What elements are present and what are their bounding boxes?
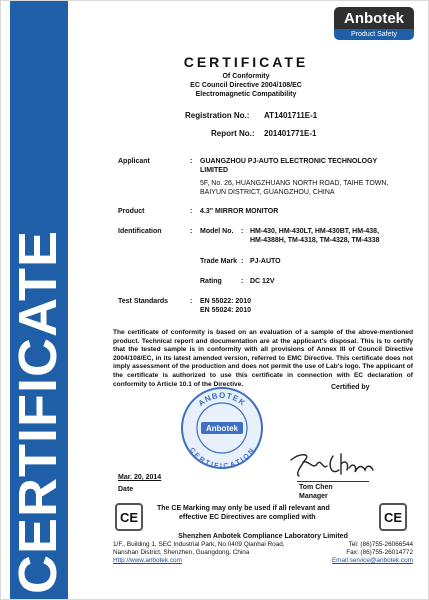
product-label: Product <box>118 208 145 215</box>
lab-name: Shenzhen Anbotek Compliance Laboratory Limited <box>178 533 348 540</box>
applicant-name-line-1: GUANGZHOU PJ-AUTO ELECTRONIC TECHNOLOGY <box>200 158 378 165</box>
issue-date: Mar. 20, 2014 <box>118 474 162 481</box>
header-line-1: Of Conformity <box>222 73 270 80</box>
anbotek-certification-seal <box>180 386 264 470</box>
signature-line <box>297 481 369 482</box>
ce-mark-right: CE <box>379 503 407 531</box>
side-certificate-word: CERTIFICATE <box>8 230 68 594</box>
colon: : <box>190 298 193 305</box>
report-label: Report No.: <box>211 129 255 138</box>
registration-label: Registration No.: <box>185 111 250 120</box>
header-line-3: Electromagnetic Compatibility <box>195 91 297 98</box>
lab-website-link[interactable]: Http://www.anbotek.com <box>113 557 182 564</box>
seal-center-text: Anbotek <box>206 424 238 433</box>
date-label: Date <box>118 486 134 493</box>
certificate-title: CERTIFICATE <box>183 54 309 70</box>
header-line-2: EC Council Directive 2004/108/EC <box>190 82 302 89</box>
report-number: 201401771E-1 <box>264 129 317 138</box>
colon: : <box>241 228 244 235</box>
trademark-value: PJ-AUTO <box>250 258 281 265</box>
seal-top-text: ANBOTEK <box>196 390 248 409</box>
lab-address-line-2: Nanshan District, Shenzhen, Guangdong, China <box>113 549 250 556</box>
lab-footer <box>113 533 413 565</box>
ce-mark-left: CE <box>115 503 143 531</box>
models-line-2: HM-4388H, TM-4318, TM-4328, TM-4338 <box>250 237 380 244</box>
models-line-1: HM-430, HM-430LT, HM-430BT, HM-438, <box>250 228 380 235</box>
registration-number: AT1401711E-1 <box>264 111 318 120</box>
applicant-name-line-2: LIMITED <box>200 167 228 174</box>
ce-note-line-1: The CE Marking may only be used if all relevant and <box>157 505 330 512</box>
colon: : <box>190 158 193 165</box>
lab-fax: Fax: (86)755-26014772 <box>346 549 413 556</box>
ce-note-line-2: effective EC Directives are complied with <box>179 514 316 521</box>
handwritten-signature <box>287 446 377 480</box>
identification-label: Identification <box>118 228 162 235</box>
colon: : <box>241 278 244 285</box>
standard-1: EN 55022: 2010 <box>200 298 251 305</box>
standard-2: EN 55024: 2010 <box>200 307 251 314</box>
applicant-address-line-2: BAIYUN DISTRICT, GUANGZHOU, CHINA <box>200 189 335 196</box>
conformity-statement: The certificate of conformity is based on an evaluation of a sample of the above-mentioned product. Technical report and documentation are at the applicant's disposal. This is to certify that the tested sample is in conformity with all provisions of Annex III of Council Directive 2004/108/EC, in its latest amended version, referred to EMC Directive. This certificate does not imply assessment of the production and does not permit the use of Lab's logo. The applicant of the certificate is authorized to use this certificate in connection with EC declaration of conformity to Article 10.1 of the Directive. <box>113 329 413 388</box>
logo-name: Anbotek <box>334 7 414 29</box>
signer-title: Manager <box>299 493 328 500</box>
anbotek-logo <box>334 7 414 40</box>
rating-value: DC 12V <box>250 278 275 285</box>
lab-address-line-1: 1/F., Building 1, SEC Industrial Park, No.0409 Qianhai Road, <box>113 541 285 548</box>
model-label: Model No. <box>200 228 234 235</box>
applicant-address-line-1: 5F, No. 26, HUANGZHUANG NORTH ROAD, TAIHE TOWN, <box>200 180 389 187</box>
colon: : <box>190 208 193 215</box>
rating-label: Rating <box>200 278 222 285</box>
logo-tagline: Product Safety <box>334 29 414 40</box>
signer-name: Tom Chen <box>299 484 333 491</box>
applicant-label: Applicant <box>118 158 150 165</box>
colon: : <box>190 228 193 235</box>
colon: : <box>241 258 244 265</box>
standards-label: Test Standards <box>118 298 169 305</box>
trademark-label: Trade Mark <box>200 258 237 265</box>
certified-by-label: Certified by <box>331 384 370 391</box>
seal-bottom-text: CERTIFICATION <box>187 446 257 470</box>
lab-email-link[interactable]: Email:service@anbotek.com <box>331 557 413 564</box>
lab-tel: Tel: (86)755-26066544 <box>348 541 413 548</box>
product-value: 4.3" MIRROR MONITOR <box>200 208 279 215</box>
